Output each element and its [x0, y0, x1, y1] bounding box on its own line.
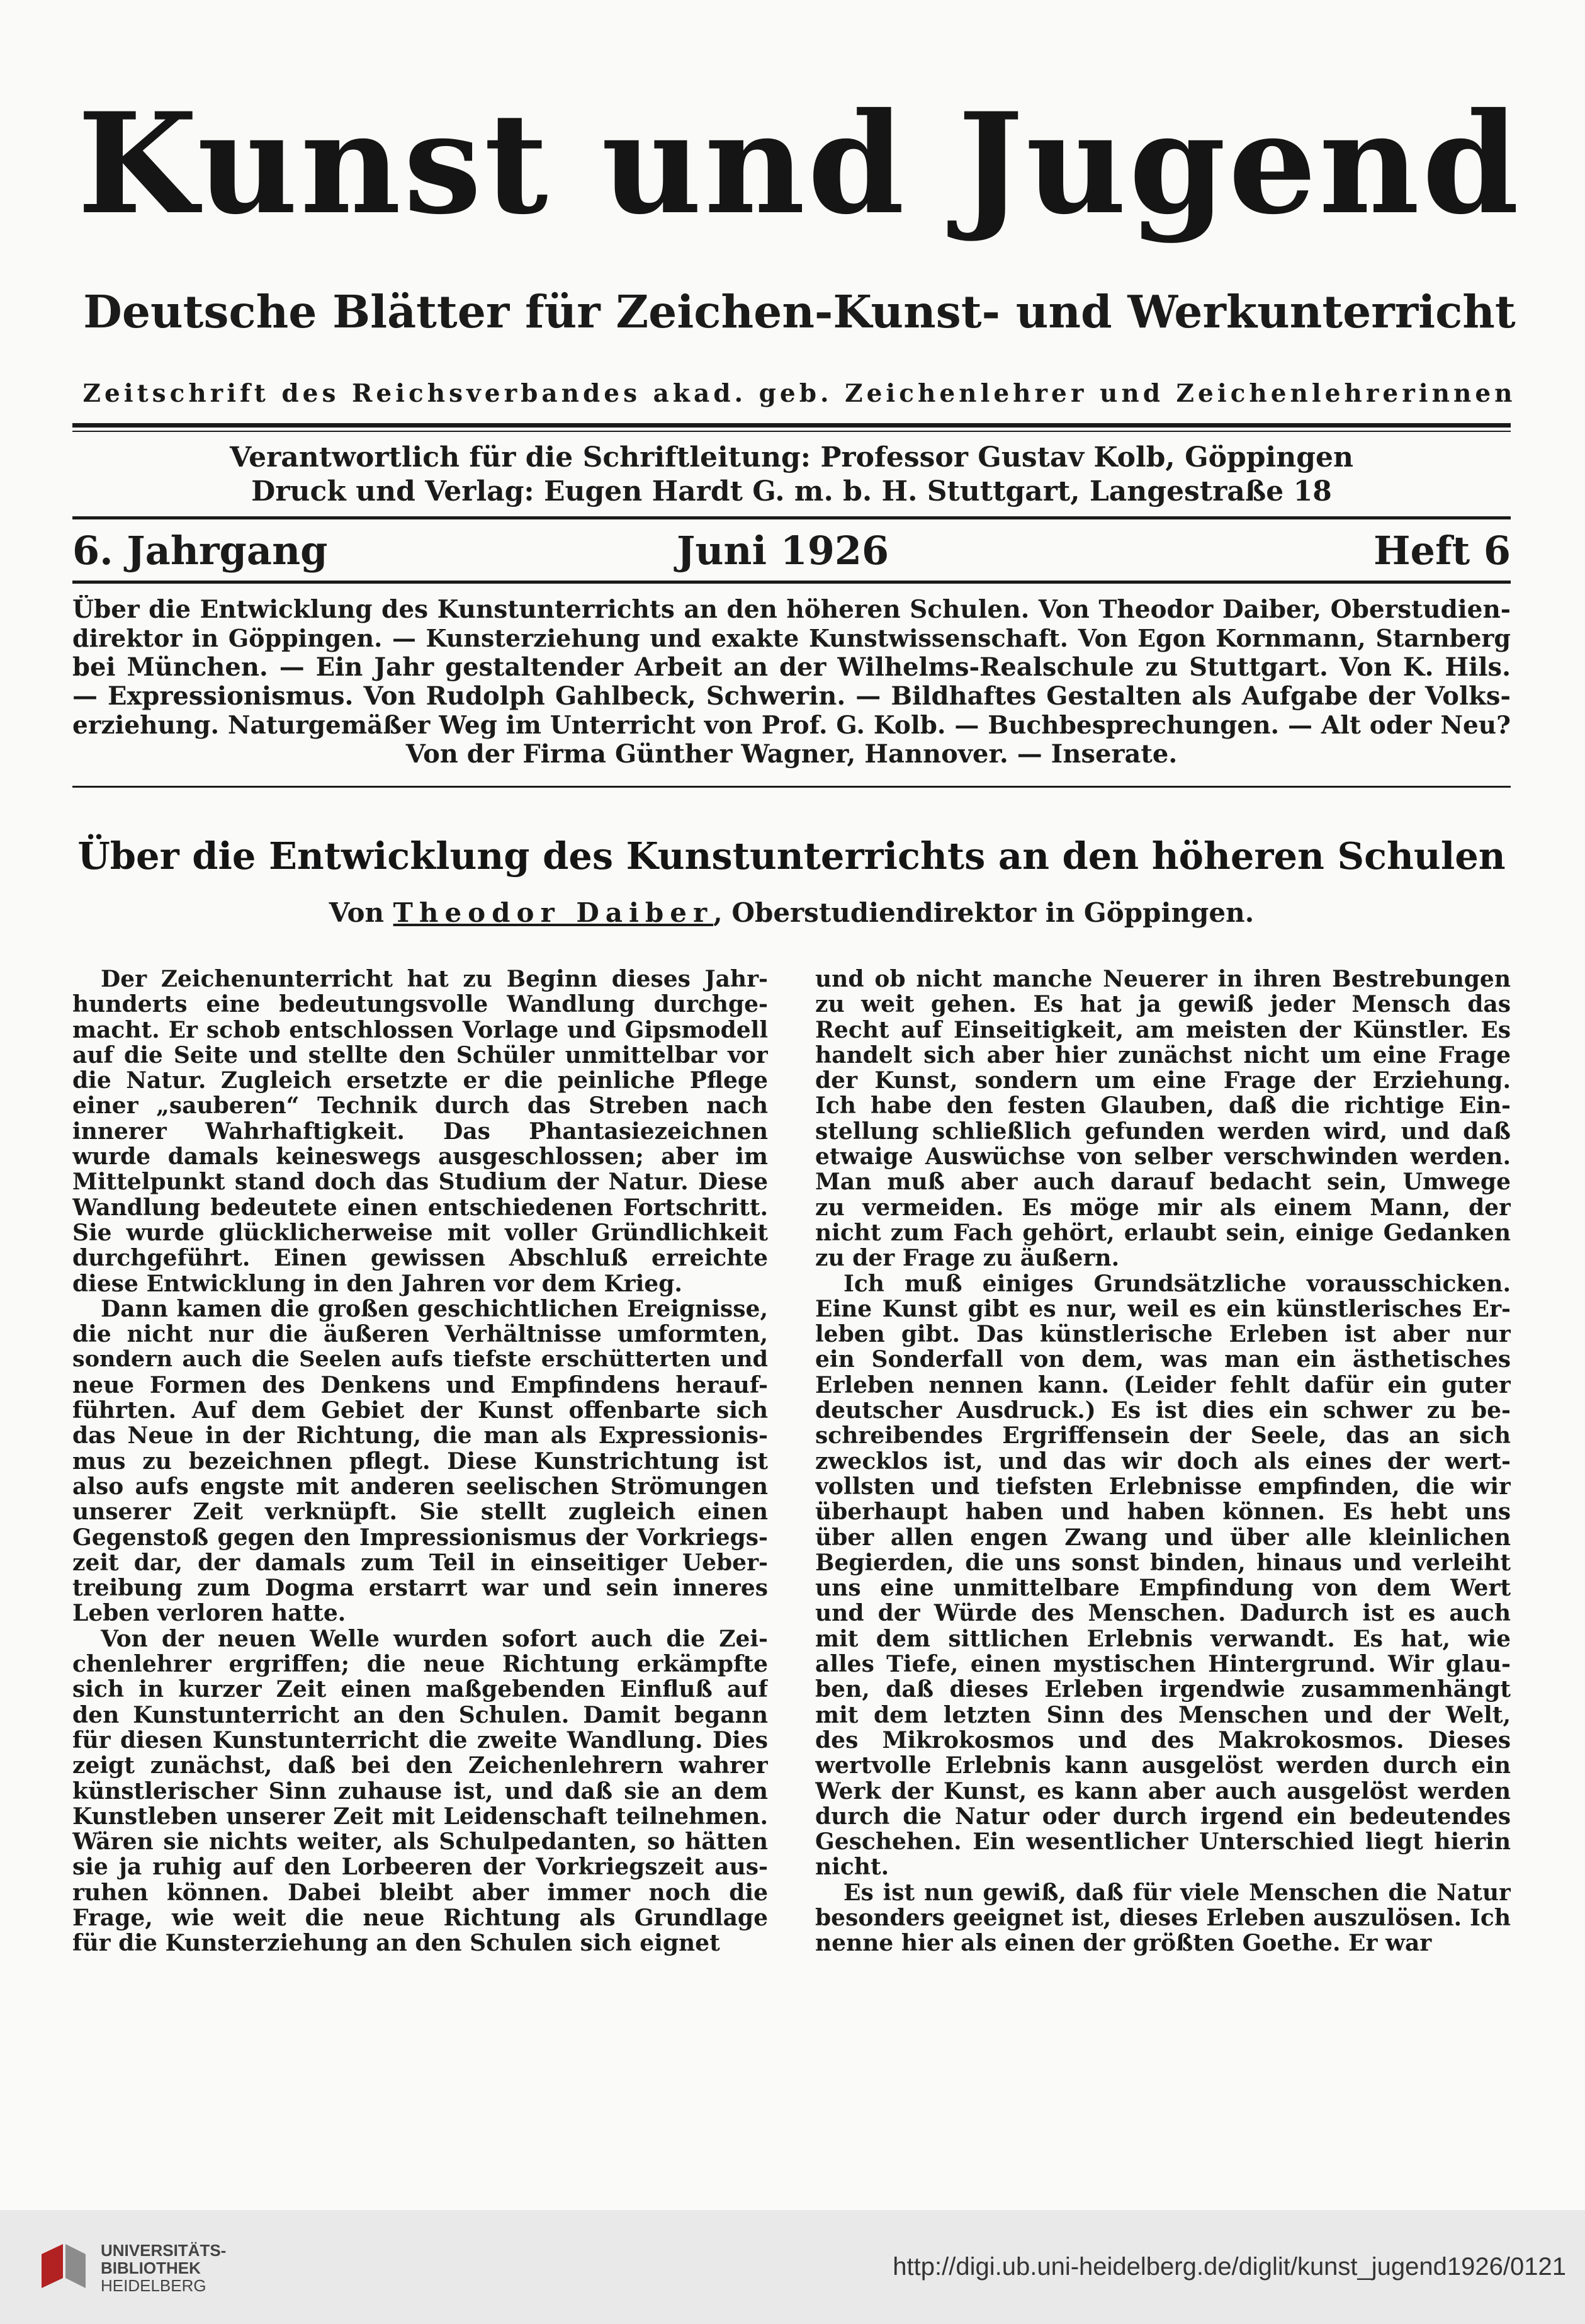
article-text-line: hunderts eine bedeutungsvolle Wandlung durchge- — [72, 992, 768, 1017]
article-text-line: innerer Wahrhaftigkeit. Das Phantasiezeichnen — [72, 1118, 768, 1145]
article-text-line: führten. Auf dem Gebiet der Kunst offenbarte sich — [72, 1398, 768, 1424]
university-library-logo-icon — [38, 2240, 89, 2292]
article-text-line: durchgeführt. Einen gewissen Abschluß erreichte — [72, 1245, 768, 1271]
article-text-line: des Mikrokosmos und des Makrokosmos. Dieses — [815, 1727, 1511, 1754]
article-text-line: Geschehen. Ein wesentlicher Unterschied liegt hierin — [815, 1829, 1511, 1855]
article-text-line: treibung zum Dogma erstarrt war und sein inneres — [72, 1575, 768, 1601]
article-text-line: Leben verloren hatte. — [72, 1601, 346, 1626]
article-text-line: Es ist nun gewiß, daß für viele Menschen die Natur — [843, 1879, 1511, 1905]
article-text-line: und ob nicht manche Neuerer in ihren Bestrebungen — [815, 966, 1511, 992]
article-text-line: nicht. — [815, 1854, 889, 1880]
article-text-line: Von der neuen Welle wurden sofort auch die Zei- — [101, 1626, 768, 1652]
article-column-left — [72, 966, 768, 1956]
article-text-line: etwaige Auswüchse von selber verschwinden werden. — [815, 1144, 1511, 1170]
article-column-right — [815, 966, 1511, 1956]
article-text-line: leben gibt. Das künstlerische Erleben ist aber nur — [815, 1322, 1511, 1347]
article-title: Über die Entwicklung des Kunstunterrichts an den höheren Schulen — [77, 834, 1506, 878]
article-text-line: sondern auch die Seelen aufs tiefste erschütterten und — [72, 1347, 768, 1373]
issue-rule-bottom — [72, 581, 1511, 584]
article-text-line: Wären sie nichts weiter, als Schulpedanten, so hätten — [72, 1829, 768, 1855]
article-byline — [72, 894, 1511, 932]
article-text-line: Ich muß einiges Grundsätzliche vorausschicken. — [843, 1271, 1511, 1296]
article-text-line: Man muß aber auch darauf bedacht sein, Umwege — [815, 1169, 1511, 1195]
article-text-line: wertvolle Erlebnis kann ausgelöst werden durch ein — [815, 1753, 1511, 1779]
article-text-line: diese Entwicklung in den Jahren vor dem Krieg. — [72, 1271, 682, 1296]
toc-line: erziehung. Naturgemäßer Weg im Unterricht von Prof. G. Kolb. — Buchbesprechungen. — Alt oder Neu? — [72, 711, 1511, 740]
masthead-rule-thin — [72, 431, 1511, 432]
issue-info-row — [72, 526, 1511, 576]
article-text-line: zeit dar, der damals zum Teil in einseitiger Ueber- — [72, 1550, 768, 1576]
issue-rule-top — [72, 516, 1511, 519]
toc-line: direktor in Göppingen. — Kunsterziehung und exakte Kunstwissenschaft. Von Egon Kornmann, Starnberg — [72, 624, 1511, 652]
article-text-line: Sie wurde glücklicherweise mit voller Gründlichkeit — [72, 1220, 768, 1246]
article-text-line: für die Kunsterziehung an den Schulen sich eignet — [72, 1930, 720, 1956]
article-text-line: Recht auf Einseitigkeit, am meisten der Künstler. Es — [815, 1017, 1511, 1043]
article-text-line: handelt sich aber hier zunächst nicht um eine Frage — [815, 1042, 1511, 1068]
article-text-line: sie ja ruhig auf den Lorbeeren der Vorkriegszeit aus- — [72, 1854, 768, 1880]
article-text-line: und der Würde des Menschen. Dadurch ist es auch — [815, 1601, 1511, 1626]
issue-date: Juni 1926 — [677, 528, 889, 574]
article-text-line: für diesen Kunstunterricht die zweite Wandlung. Dies — [72, 1727, 768, 1754]
article-text-line: die Natur. Zugleich ersetzte er die peinliche Pflege — [72, 1068, 768, 1094]
article-text-line: den Kunstunterricht an den Schulen. Damit begann — [72, 1702, 768, 1728]
article-text-line: der Kunst, sondern um eine Frage der Erziehung. — [815, 1068, 1511, 1094]
article-text-line: Frage, wie weit die neue Richtung als Grundlage — [72, 1905, 768, 1931]
article-text-line: über allen engen Zwang und über alle kleinlichen — [815, 1524, 1511, 1550]
article-text-line: Mittelpunkt stand doch das Studium der Natur. Diese — [72, 1169, 768, 1195]
article-text-line: sich in kurzer Zeit einen maßgebenden Einfluß auf — [72, 1677, 768, 1703]
issue-number: Heft 6 — [1373, 528, 1511, 574]
toc-rule — [72, 786, 1511, 788]
article-text-line: die nicht nur die äußeren Verhältnisse umformten, — [72, 1322, 768, 1347]
article-text-line: durch die Natur oder durch irgend ein bedeutendes — [815, 1803, 1511, 1830]
masthead-rule-thick — [72, 423, 1511, 428]
masthead-title: Kunst und Jugend — [77, 82, 1522, 245]
volume-label: 6. Jahrgang — [72, 528, 328, 574]
source-url-link[interactable]: http://digi.ub.uni-heidelberg.de/diglit/kunst_jugend1926/0121 — [893, 2253, 1566, 2281]
article-text-line: Ich habe den festen Glauben, daß die richtige Ein- — [815, 1093, 1511, 1119]
publisher-line: Druck und Verlag: Eugen Hardt G. m. b. H. Stuttgart, Langestraße 18 — [251, 475, 1332, 507]
article-text-line: ben, daß dieses Erleben irgendwie zusammenhängt — [815, 1677, 1511, 1703]
article-text-line: Der Zeichenunterricht hat zu Beginn dieses Jahr- — [101, 966, 768, 992]
article-text-line: Gegenstoß gegen den Impressionismus der Vorkriegs- — [72, 1524, 768, 1550]
article-text-line: deutscher Ausdruck.) Es ist dies ein schwer zu be- — [815, 1398, 1511, 1424]
article-text-line: Erleben nennen kann. (Leider fehlt dafür ein guter — [815, 1372, 1511, 1398]
article-text-line: also aufs engste mit anderen seelischen Strömungen — [72, 1473, 768, 1500]
article-text-line: unserer Zeit verknüpft. Sie stellt zugleich einen — [72, 1499, 768, 1525]
article-text-line: Wandlung bedeutete einen entschiedenen Fortschritt. — [72, 1194, 768, 1220]
toc-line: Über die Entwicklung des Kunstunterrichts an den höheren Schulen. Von Theodor Daiber, Oberstudien- — [72, 595, 1511, 624]
article-text-line: nicht zum Fach gehört, erlaubt sein, einige Gedanken — [815, 1220, 1511, 1246]
article-text-line: zu der Frage zu äußern. — [815, 1245, 1120, 1271]
article-text-line: Kunstleben unserer Zeit mit Leidenschaft teilnehmen. — [72, 1803, 768, 1830]
article-text-line: mus zu bezeichnen pflegt. Diese Kunstrichtung ist — [72, 1448, 768, 1474]
article-text-line: stellung schließlich gefunden werden wird, und daß — [815, 1118, 1511, 1145]
article-text-line: zeigt zunächst, daß bei den Zeichenlehrern wahrer — [72, 1753, 768, 1779]
article-text-line: überhaupt haben und haben können. Es hebt uns — [815, 1499, 1511, 1525]
responsible-editor: Verantwortlich für die Schriftleitung: Professor Gustav Kolb, Göppingen — [230, 441, 1353, 473]
toc-line: bei München. — Ein Jahr gestaltender Arbeit an der Wilhelms-Realschule zu Stuttgart. Von K. Hils. — [72, 653, 1511, 682]
article-text-line: alles Tiefe, einen mystischen Hintergrund. Wir glau- — [815, 1652, 1511, 1677]
article-text-line: neue Formen des Denkens und Empfindens herauf- — [72, 1372, 768, 1398]
article-text-line: Dann kamen die großen geschichtlichen Ereignisse, — [101, 1296, 768, 1322]
article-text-line: Begierden, die uns sonst binden, hinaus und verleiht — [815, 1550, 1511, 1576]
article-text-line: wurde damals keineswegs ausgeschlossen; aber im — [72, 1144, 768, 1170]
article-text-line: schreibendes Ergriffensein der Seele, das an sich — [815, 1423, 1511, 1449]
article-text-line: zwecklos ist, und das wir doch als eines der wert- — [815, 1448, 1511, 1474]
library-footer — [0, 2210, 1585, 2324]
article-text-line: Werk der Kunst, es kann aber auch ausgelöst werden — [815, 1778, 1511, 1804]
article-text-line: macht. Er schob entschlossen Vorlage und Gipsmodell — [72, 1017, 768, 1043]
article-text-line: uns eine unmittelbare Empfindung von dem Wert — [815, 1575, 1511, 1601]
toc-line: — Expressionismus. Von Rudolph Gahlbeck, Schwerin. — Bildhaftes Gestalten als Aufgabe der Volks- — [72, 682, 1511, 711]
article-text-line: auf die Seite und stellte den Schüler unmittelbar vor — [72, 1042, 768, 1068]
byline-prefix: Von — [329, 897, 385, 928]
table-of-contents — [72, 595, 1511, 769]
toc-line: Von der Firma Günther Wagner, Hannover. — Inserate. — [405, 740, 1178, 769]
article-text-line: mit dem sittlichen Erlebnis verwandt. Es hat, wie — [815, 1626, 1511, 1652]
article-text-line: nenne hier als einen der größten Goethe. Er war — [815, 1930, 1432, 1956]
article-text-line: besonders geeignet ist, dieses Erleben auszulösen. Ich — [815, 1905, 1511, 1931]
article-text-line: Eine Kunst gibt es nur, weil es ein künstlerisches Er- — [815, 1296, 1511, 1322]
article-text-line: mit dem letzten Sinn des Menschen und der Welt, — [815, 1702, 1511, 1728]
article-text-line: künstlerischer Sinn zuhause ist, und daß sie an dem — [72, 1778, 768, 1804]
masthead-tagline: Zeitschrift des Reichsverbandes akad. geb. Zeichenlehrer und Zeichenlehrerinnen — [82, 379, 1516, 408]
library-name: UNIVERSITÄTS- BIBLIOTHEK HEIDELBERG — [101, 2241, 227, 2295]
article-text-line: ruhen können. Dabei bleibt aber immer noch die — [72, 1879, 768, 1905]
author-name: Theodor Daiber — [393, 897, 714, 928]
article-text-line: einer „sauberen“ Technik durch das Streben nach — [72, 1093, 768, 1119]
article-text-line: das Neue in der Richtung, die man als Expressionis- — [72, 1423, 768, 1449]
article-text-line: chenlehrer ergriffen; die neue Richtung erkämpfte — [72, 1652, 768, 1677]
article-text-line: zu weit gehen. Es hat ja gewiß jeder Mensch das — [815, 992, 1511, 1017]
article-text-line: vollsten und tiefsten Erlebnisse empfinden, die wir — [815, 1473, 1511, 1500]
article-text-line: ein Sonderfall von dem, was man ein ästhetisches — [815, 1347, 1511, 1373]
masthead-subtitle: Deutsche Blätter für Zeichen-Kunst- und Werkunterricht — [83, 285, 1516, 338]
article-text-line: zu vermeiden. Es möge mir als einem Mann, der — [815, 1194, 1511, 1220]
byline-suffix: , Oberstudiendirektor in Göppingen. — [713, 897, 1255, 928]
